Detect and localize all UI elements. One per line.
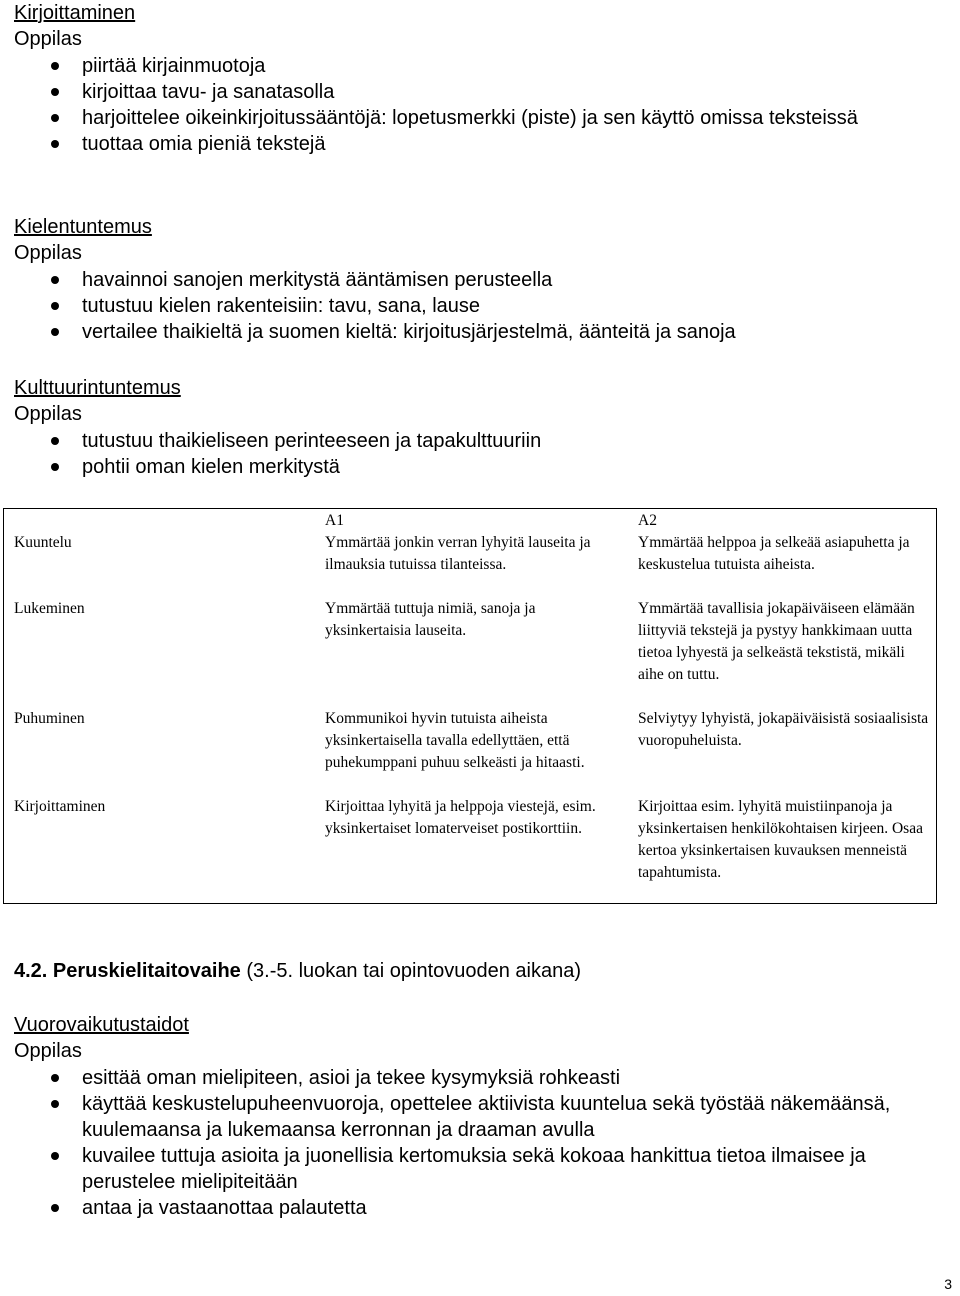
- section-heading-vuorovaikutustaidot: Vuorovaikutustaidot: [14, 1014, 189, 1036]
- table-cell-a1: Kommunikoi hyvin tutuista aiheista yksinkertaisella tavalla edellyttäen, että puhekumppani puhuu selkeästi ja hitaasti.: [325, 710, 585, 771]
- section-label-oppilas: Oppilas: [14, 28, 82, 50]
- section-label-oppilas: Oppilas: [14, 403, 82, 425]
- chapter-title: Peruskielitaitovaihe: [52, 960, 241, 982]
- list-item: kirjoittaa tavu- ja sanatasolla: [82, 79, 952, 105]
- skill-level-table: [3, 508, 937, 904]
- list-item: pohtii oman kielen merkitystä: [82, 454, 952, 480]
- list-item: tuottaa omia pieniä tekstejä: [82, 131, 952, 157]
- bullet-list-vuorovaikutustaidot: [82, 1065, 952, 1221]
- table-cell-a1: Ymmärtää jonkin verran lyhyitä lauseita ja ilmauksia tutuissa tilanteissa.: [325, 534, 591, 573]
- list-item: vertailee thaikieltä ja suomen kieltä: kirjoitusjärjestelmä, äänteitä ja sanoja: [82, 319, 952, 345]
- section-heading-kulttuurintuntemus: Kulttuurintuntemus: [14, 377, 181, 399]
- column-header-a2: A2: [638, 512, 657, 529]
- row-label-lukeminen: Lukeminen: [14, 600, 85, 617]
- table-cell-a2: Ymmärtää helppoa ja selkeää asiapuhetta ja keskustelua tutuista aiheista.: [638, 534, 910, 573]
- bullet-list-kielentuntemus: [82, 267, 952, 345]
- section-label-oppilas: Oppilas: [14, 1040, 82, 1062]
- section-heading-kielentuntemus: Kielentuntemus: [14, 216, 152, 238]
- bullet-list-kulttuurintuntemus: [82, 428, 952, 480]
- section-label-oppilas: Oppilas: [14, 242, 82, 264]
- list-item: tutustuu thaikieliseen perinteeseen ja tapakulttuuriin: [82, 428, 952, 454]
- list-item: piirtää kirjainmuotoja: [82, 53, 952, 79]
- row-label-kirjoittaminen: Kirjoittaminen: [14, 798, 106, 815]
- table-cell-a2: Selviytyy lyhyistä, jokapäiväisistä sosiaalisista vuoropuheluista.: [638, 710, 929, 749]
- table-cell-a1: Ymmärtää tuttuja nimiä, sanoja ja yksinkertaisia lauseita.: [325, 600, 536, 639]
- page-number: 3: [944, 1276, 952, 1292]
- section-heading-kirjoittaminen: Kirjoittaminen: [14, 2, 136, 24]
- list-item: esittää oman mielipiteen, asioi ja tekee kysymyksiä rohkeasti: [82, 1065, 952, 1091]
- row-label-puhuminen: Puhuminen: [14, 710, 85, 727]
- column-header-a1: A1: [325, 512, 344, 529]
- list-item: antaa ja vastaanottaa palautetta: [82, 1195, 952, 1221]
- table-cell-a1: Kirjoittaa lyhyitä ja helppoja viestejä, esim. yksinkertaiset lomaterveiset postikorttiin.: [325, 798, 596, 837]
- row-label-kuuntelu: Kuuntelu: [14, 534, 72, 551]
- list-item: käyttää keskustelupuheenvuoroja, opettelee aktiivista kuuntelua sekä työstää näkemäänsä, kuulemaansa ja lukemaansa kerronnan ja draaman avulla: [82, 1091, 952, 1143]
- table-cell-a2: Ymmärtää tavallisia jokapäiväiseen elämään liittyviä tekstejä ja pystyy hankkimaan uutta tietoa lyhyestä ja selkeästä tekstistä, mikäli aihe on tuttu.: [638, 600, 915, 683]
- chapter-heading: [14, 958, 581, 984]
- bullet-list-kirjoittaminen: [82, 53, 952, 157]
- chapter-subtitle: (3.-5. luokan tai opintovuoden aikana): [246, 960, 582, 982]
- list-item: tutustuu kielen rakenteisiin: tavu, sana, lause: [82, 293, 952, 319]
- list-item: havainnoi sanojen merkitystä ääntämisen perusteella: [82, 267, 952, 293]
- list-item: kuvailee tuttuja asioita ja juonellisia kertomuksia sekä kokoaa hankittua tietoa ilmaisee ja perustelee mielipiteitään: [82, 1143, 952, 1195]
- chapter-number: 4.2.: [14, 960, 48, 982]
- table-cell-a2: Kirjoittaa esim. lyhyitä muistiinpanoja ja yksinkertaisen henkilökohtaisen kirjeen. Osaa kertoa yksinkertaisen kuvauksen menneistä tapahtumista.: [638, 798, 923, 881]
- list-item: harjoittelee oikeinkirjoitussääntöjä: lopetusmerkki (piste) ja sen käyttö omissa teksteissä: [82, 105, 952, 131]
